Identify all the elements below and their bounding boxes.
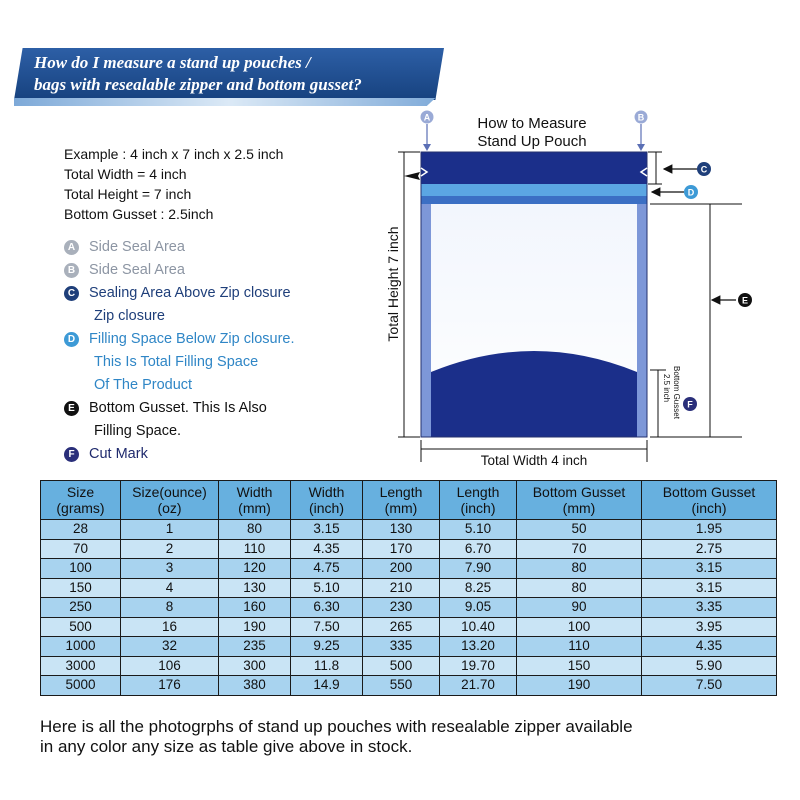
table-cell: 8.25: [440, 578, 517, 598]
table-row: [41, 559, 777, 579]
table-cell: 6.70: [440, 539, 517, 559]
column-header-line: Width: [308, 484, 345, 500]
table-cell: 100: [41, 559, 121, 579]
column-header-line: (mm): [562, 500, 596, 516]
legend-item-c-continued: Zip closure: [94, 308, 165, 324]
table-cell: 235: [219, 637, 291, 657]
label-e: E: [741, 295, 749, 306]
table-cell: 70: [517, 539, 642, 559]
table-row: [41, 656, 777, 676]
table-cell: 3.15: [291, 520, 363, 540]
legend-item-e-continued: Filling Space.: [94, 423, 182, 439]
table-cell: 80: [517, 559, 642, 579]
legend-item-e-label: Bottom Gusset. This Is Also: [89, 400, 267, 416]
banner-title-line-1: How do I measure a stand up pouches /: [34, 53, 311, 72]
table-cell: 28: [41, 520, 121, 540]
column-header: [363, 481, 440, 520]
table-cell: 8: [121, 598, 219, 618]
size-table: [40, 480, 777, 696]
table-cell: 80: [517, 578, 642, 598]
table-cell: 500: [41, 617, 121, 637]
table-cell: 14.9: [291, 676, 363, 696]
table-cell: 9.05: [440, 598, 517, 618]
column-header-line: Size(ounce): [132, 484, 207, 500]
column-header-line: Width: [236, 484, 273, 500]
badge-f-icon: F: [64, 447, 79, 462]
table-cell: 6.30: [291, 598, 363, 618]
column-header: [121, 481, 219, 520]
table-cell: 10.40: [440, 617, 517, 637]
label-f: F: [687, 399, 693, 410]
table-row: [41, 520, 777, 540]
table-cell: 170: [363, 539, 440, 559]
example-gusset-line: Bottom Gusset : 2.5inch: [64, 206, 214, 222]
label-b-arrowhead: [637, 144, 645, 151]
pouch-zip-band: [421, 184, 647, 196]
table-cell: 90: [517, 598, 642, 618]
table-cell: 106: [121, 656, 219, 676]
table-cell: 2: [121, 539, 219, 559]
legend-item-b-label: Side Seal Area: [89, 262, 185, 278]
table-cell: 5.10: [291, 578, 363, 598]
gusset-label: Bottom Gusset: [672, 366, 681, 419]
column-header: [291, 481, 363, 520]
example-width-line: Total Width = 4 inch: [64, 166, 187, 182]
banner-title-line-2: bags with resealable zipper and bottom gusset?: [34, 75, 362, 94]
label-c: C: [700, 164, 708, 175]
table-cell: 1: [121, 520, 219, 540]
table-cell: 190: [517, 676, 642, 696]
table-cell: 100: [517, 617, 642, 637]
table-cell: 4.75: [291, 559, 363, 579]
width-label: Total Width 4 inch: [480, 453, 588, 468]
pouch-top-seal: [421, 152, 647, 184]
table-cell: 250: [41, 598, 121, 618]
footer-line-2: in any color any size as table give above in stock.: [40, 737, 413, 756]
table-cell: 380: [219, 676, 291, 696]
table-row: [41, 617, 777, 637]
column-header-line: Bottom Gusset: [662, 484, 756, 500]
table-cell: 7.50: [642, 676, 777, 696]
table-cell: 150: [517, 656, 642, 676]
table-cell: 3.95: [642, 617, 777, 637]
table-cell: 11.8: [291, 656, 363, 676]
table-cell: 21.70: [440, 676, 517, 696]
table-cell: 300: [219, 656, 291, 676]
column-header-line: (grams): [56, 500, 105, 516]
label-b: B: [637, 112, 645, 123]
table-cell: 2.75: [642, 539, 777, 559]
diagram-title-line-2: Stand Up Pouch: [477, 133, 587, 150]
label-a-arrowhead: [423, 144, 431, 151]
table-cell: 130: [363, 520, 440, 540]
table-cell: 32: [121, 637, 219, 657]
table-cell: 5.10: [440, 520, 517, 540]
table-row: [41, 539, 777, 559]
column-header: [642, 481, 777, 520]
example-height-line: Total Height = 7 inch: [64, 186, 192, 202]
column-header-line: Size: [66, 484, 95, 500]
footer-line-1: Here is all the photogrphs of stand up pouches with resealable zipper available: [40, 717, 633, 736]
table-cell: 16: [121, 617, 219, 637]
column-header-line: Length: [456, 484, 500, 500]
pouch-zip-line: [421, 196, 647, 204]
gusset-value: 2.5 inch: [662, 374, 671, 403]
table-cell: 3.15: [642, 559, 777, 579]
table-cell: 50: [517, 520, 642, 540]
pouch-bottom-gusset: [431, 351, 637, 437]
column-header-line: (inch): [691, 500, 727, 516]
table-header-row: [41, 481, 777, 520]
table-row: [41, 578, 777, 598]
table-cell: 265: [363, 617, 440, 637]
column-header-line: (inch): [308, 500, 344, 516]
badge-e-icon: E: [64, 401, 79, 416]
table-cell: 550: [363, 676, 440, 696]
legend-item-d-continued-2: Of The Product: [94, 377, 193, 393]
column-header-line: Bottom Gusset: [532, 484, 626, 500]
badge-c-icon: C: [64, 286, 79, 301]
table-cell: 1.95: [642, 520, 777, 540]
table-cell: 110: [517, 637, 642, 657]
table-cell: 3.15: [642, 578, 777, 598]
height-label: Total Height 7 inch: [385, 226, 401, 342]
table-cell: 200: [363, 559, 440, 579]
label-a: A: [423, 112, 431, 123]
table-cell: 80: [219, 520, 291, 540]
table-cell: 190: [219, 617, 291, 637]
legend-item-a-label: Side Seal Area: [89, 239, 185, 255]
table-cell: 13.20: [440, 637, 517, 657]
table-body: [41, 520, 777, 696]
badge-d-icon: D: [64, 332, 79, 347]
column-header: [219, 481, 291, 520]
table-row: [41, 598, 777, 618]
column-header-line: (inch): [460, 500, 496, 516]
table-cell: 230: [363, 598, 440, 618]
table-cell: 130: [219, 578, 291, 598]
table-cell: 4: [121, 578, 219, 598]
column-header: [41, 481, 121, 520]
column-header: [440, 481, 517, 520]
table-cell: 19.70: [440, 656, 517, 676]
legend-item-f-label: Cut Mark: [89, 446, 148, 462]
table-cell: 160: [219, 598, 291, 618]
badge-a-icon: A: [64, 240, 79, 255]
table-cell: 70: [41, 539, 121, 559]
table-cell: 120: [219, 559, 291, 579]
table-row: [41, 676, 777, 696]
column-header-line: (mm): [384, 500, 418, 516]
table-cell: 3: [121, 559, 219, 579]
badge-b-icon: B: [64, 263, 79, 278]
diagram-title-line-1: How to Measure: [477, 115, 587, 132]
column-header-line: (mm): [238, 500, 271, 516]
table-cell: 335: [363, 637, 440, 657]
table-cell: 9.25: [291, 637, 363, 657]
column-header-line: (oz): [157, 500, 182, 516]
height-arrowhead: [404, 172, 420, 180]
table-cell: 7.90: [440, 559, 517, 579]
table-cell: 5.90: [642, 656, 777, 676]
table-cell: 5000: [41, 676, 121, 696]
legend-item-d-continued-1: This Is Total Filling Space: [94, 354, 259, 370]
table-cell: 1000: [41, 637, 121, 657]
table-cell: 3.35: [642, 598, 777, 618]
label-d: D: [687, 187, 695, 198]
legend-item-d-label: Filling Space Below Zip closure.: [89, 331, 295, 347]
column-header: [517, 481, 642, 520]
table-row: [41, 637, 777, 657]
legend-item-c-label: Sealing Area Above Zip closure: [89, 285, 291, 301]
table-cell: 500: [363, 656, 440, 676]
footer-text: [40, 717, 780, 757]
table-cell: 4.35: [291, 539, 363, 559]
table-cell: 4.35: [642, 637, 777, 657]
table-cell: 110: [219, 539, 291, 559]
table-cell: 210: [363, 578, 440, 598]
table-cell: 3000: [41, 656, 121, 676]
table-cell: 176: [121, 676, 219, 696]
table-cell: 150: [41, 578, 121, 598]
column-header-line: Length: [379, 484, 423, 500]
example-line: Example : 4 inch x 7 inch x 2.5 inch: [64, 146, 284, 162]
table-cell: 7.50: [291, 617, 363, 637]
